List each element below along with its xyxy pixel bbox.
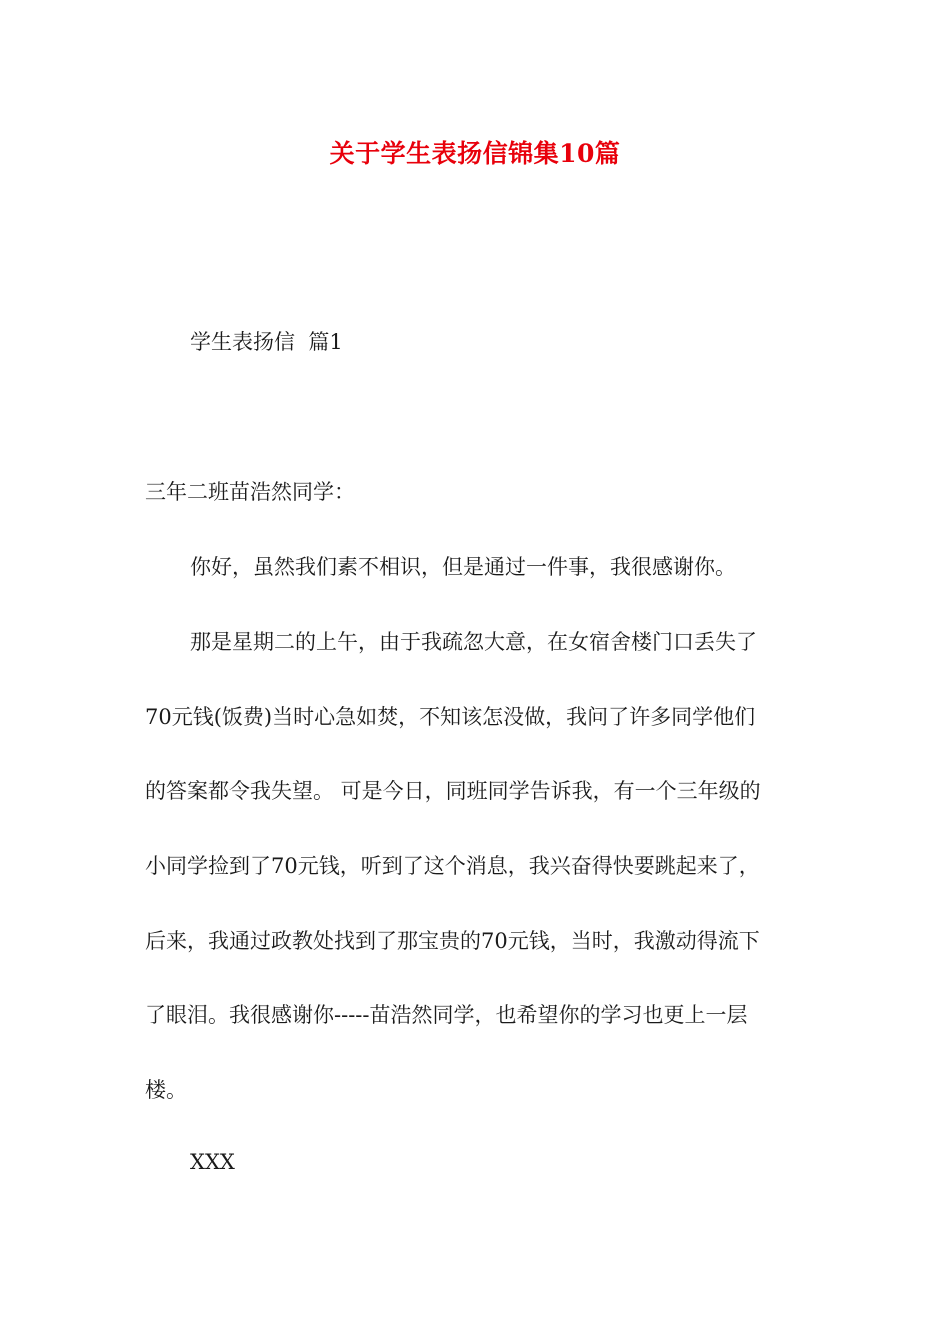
body-line-5: 小同学捡到了70元钱，听到了这个消息，我兴奋得快要跳起来了， (145, 854, 760, 878)
body-line-3: 70元钱(饭费)当时心急如焚，不知该怎没做，我问了许多同学他们 (145, 705, 756, 729)
signature: XXX (190, 1150, 235, 1174)
body-line-6: 后来，我通过政教处找到了那宝贵的70元钱，当时，我激动得流下 (145, 929, 760, 953)
body-line-4: 的答案都令我失望。 可是今日，同班同学告诉我，有一个三年级的 (145, 779, 761, 803)
salutation: 三年二班苗浩然同学： (145, 480, 355, 504)
body-line-2: 那是星期二的上午，由于我疏忽大意，在女宿舍楼门口丢失了 (190, 630, 757, 654)
body-line-7: 了眼泪。我很感谢你-----苗浩然同学，也希望你的学习也更上一层 (145, 1003, 748, 1027)
body-line-8: 楼。 (145, 1078, 187, 1102)
body-line-1: 你好，虽然我们素不相识，但是通过一件事，我很感谢你。 (190, 555, 736, 579)
section-heading: 学生表扬信 篇1 (190, 330, 343, 354)
document-title: 关于学生表扬信锦集10篇 (329, 139, 621, 168)
